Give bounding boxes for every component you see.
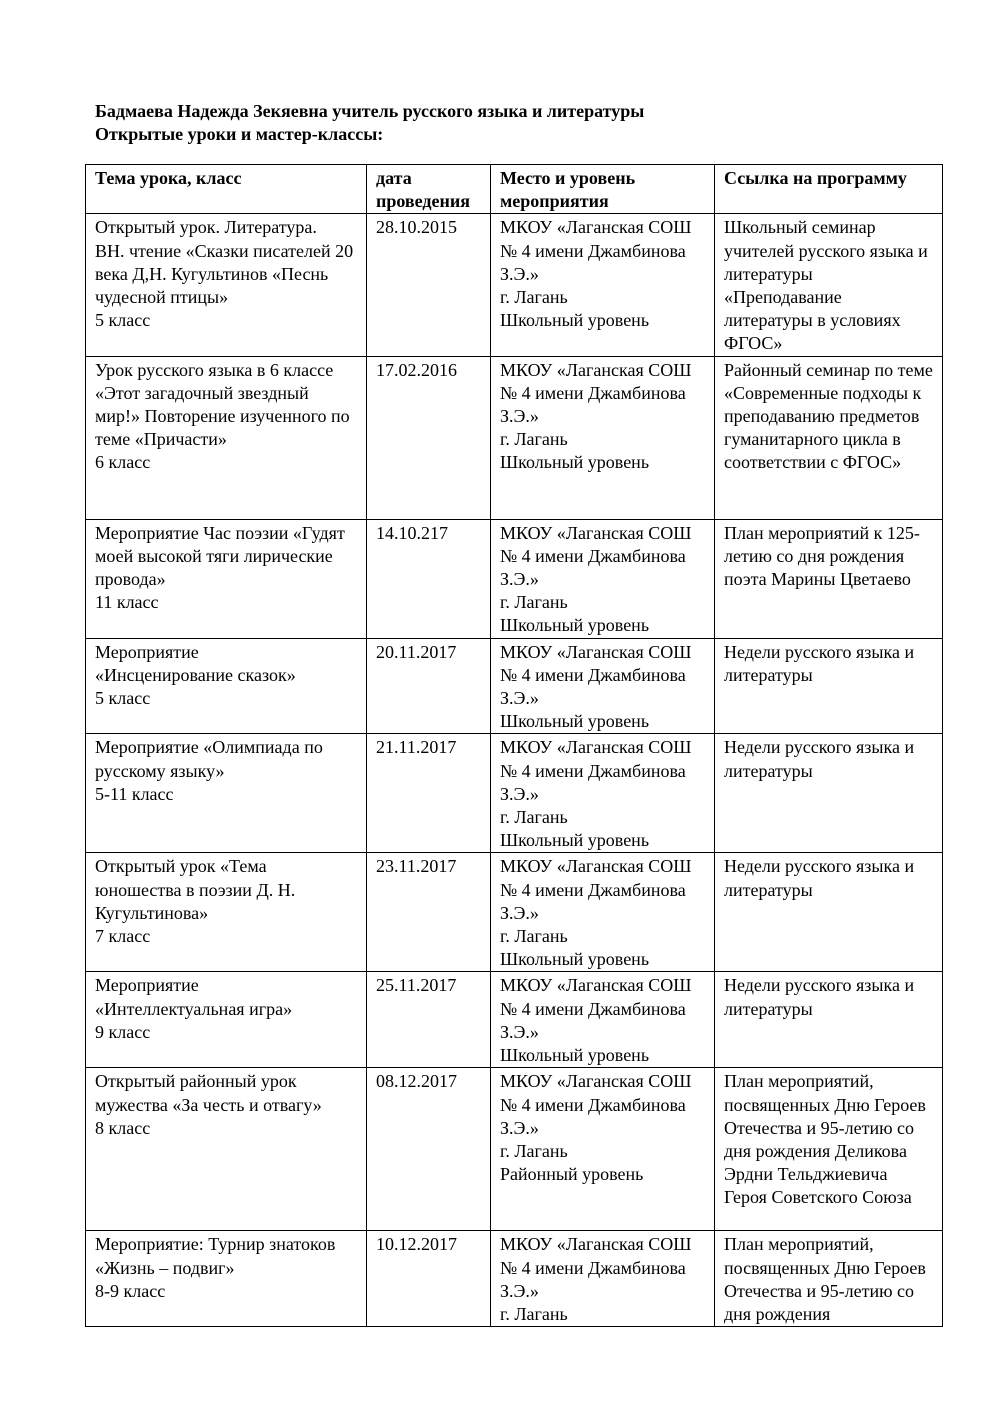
document-heading bbox=[95, 100, 644, 146]
place-cell: МКОУ «Лаганская СОШ № 4 имени Джамбинова З.Э.» г. Лагань Школьный уровень bbox=[491, 734, 715, 853]
column-header-date: дата проведения bbox=[367, 165, 491, 214]
column-header-place: Место и уровень мероприятия bbox=[491, 165, 715, 214]
program-cell: Недели русского языка и литературы bbox=[715, 853, 943, 972]
column-header-topic: Тема урока, класс bbox=[86, 165, 367, 214]
column-header-program: Ссылка на программу bbox=[715, 165, 943, 214]
date-cell: 20.11.2017 bbox=[367, 638, 491, 734]
topic-cell: Мероприятие: Турнир знатоков «Жизнь – подвиг» 8-9 класс bbox=[86, 1231, 367, 1327]
table-row bbox=[86, 972, 943, 1068]
table-header-row bbox=[86, 165, 943, 214]
program-cell: План мероприятий к 125-летию со дня рождения поэта Марины Цветаево bbox=[715, 519, 943, 638]
lessons-table bbox=[85, 164, 943, 1327]
place-cell: МКОУ «Лаганская СОШ № 4 имени Джамбинова З.Э.» г. Лагань Школьный уровень bbox=[491, 519, 715, 638]
table-row bbox=[86, 853, 943, 972]
program-cell: План мероприятий, посвященных Дню Героев Отечества и 95-летию со дня рождения Деликова Эрдни Тельджиевича Героя Советского Союза bbox=[715, 1068, 943, 1231]
table-row bbox=[86, 638, 943, 734]
program-cell: Недели русского языка и литературы bbox=[715, 734, 943, 853]
author-line: Бадмаева Надежда Зекяевна учитель русского языка и литературы bbox=[95, 101, 645, 121]
table-row bbox=[86, 1231, 943, 1327]
place-cell: МКОУ «Лаганская СОШ № 4 имени Джамбинова З.Э.» Школьный уровень bbox=[491, 972, 715, 1068]
date-cell: 28.10.2015 bbox=[367, 214, 491, 356]
table-row bbox=[86, 519, 943, 638]
date-cell: 23.11.2017 bbox=[367, 853, 491, 972]
date-cell: 17.02.2016 bbox=[367, 356, 491, 519]
program-cell: Школьный семинар учителей русского языка и литературы «Преподавание литературы в условиях ФГОС» bbox=[715, 214, 943, 356]
program-cell: Недели русского языка и литературы bbox=[715, 638, 943, 734]
table-row bbox=[86, 214, 943, 356]
date-cell: 08.12.2017 bbox=[367, 1068, 491, 1231]
topic-cell: Открытый районный урок мужества «За честь и отвагу» 8 класс bbox=[86, 1068, 367, 1231]
date-cell: 10.12.2017 bbox=[367, 1231, 491, 1327]
program-cell: Недели русского языка и литературы bbox=[715, 972, 943, 1068]
topic-cell: Мероприятие «Олимпиада по русскому языку» 5-11 класс bbox=[86, 734, 367, 853]
program-cell: План мероприятий, посвященных Дню Героев Отечества и 95-летию со дня рождения bbox=[715, 1231, 943, 1327]
topic-cell: Урок русского языка в 6 классе «Этот загадочный звездный мир!» Повторение изученного по теме «Причасти» 6 класс bbox=[86, 356, 367, 519]
topic-cell: Мероприятие «Инсценирование сказок» 5 класс bbox=[86, 638, 367, 734]
topic-cell: Открытый урок «Тема юношества в поэзии Д. Н. Кугультинова» 7 класс bbox=[86, 853, 367, 972]
table-row bbox=[86, 356, 943, 519]
place-cell: МКОУ «Лаганская СОШ № 4 имени Джамбинова З.Э.» г. Лагань bbox=[491, 1231, 715, 1327]
place-cell: МКОУ «Лаганская СОШ № 4 имени Джамбинова З.Э.» г. Лагань Школьный уровень bbox=[491, 214, 715, 356]
place-cell: МКОУ «Лаганская СОШ № 4 имени Джамбинова З.Э.» г. Лагань Районный уровень bbox=[491, 1068, 715, 1231]
topic-cell: Мероприятие Час поэзии «Гудят моей высокой тяги лирические провода» 11 класс bbox=[86, 519, 367, 638]
place-cell: МКОУ «Лаганская СОШ № 4 имени Джамбинова З.Э.» г. Лагань Школьный уровень bbox=[491, 356, 715, 519]
date-cell: 25.11.2017 bbox=[367, 972, 491, 1068]
table-row bbox=[86, 734, 943, 853]
section-title: Открытые уроки и мастер-классы: bbox=[95, 124, 384, 144]
topic-cell: Мероприятие «Интеллектуальная игра» 9 класс bbox=[86, 972, 367, 1068]
table-row bbox=[86, 1068, 943, 1231]
date-cell: 21.11.2017 bbox=[367, 734, 491, 853]
program-cell: Районный семинар по теме «Современные подходы к преподаванию предметов гуманитарного цикла в соответствии с ФГОС» bbox=[715, 356, 943, 519]
place-cell: МКОУ «Лаганская СОШ № 4 имени Джамбинова З.Э.» г. Лагань Школьный уровень bbox=[491, 853, 715, 972]
date-cell: 14.10.217 bbox=[367, 519, 491, 638]
place-cell: МКОУ «Лаганская СОШ № 4 имени Джамбинова З.Э.» Школьный уровень bbox=[491, 638, 715, 734]
topic-cell: Открытый урок. Литература. ВН. чтение «Сказки писателей 20 века Д,Н. Кугультинов «Песнь чудесной птицы» 5 класс bbox=[86, 214, 367, 356]
